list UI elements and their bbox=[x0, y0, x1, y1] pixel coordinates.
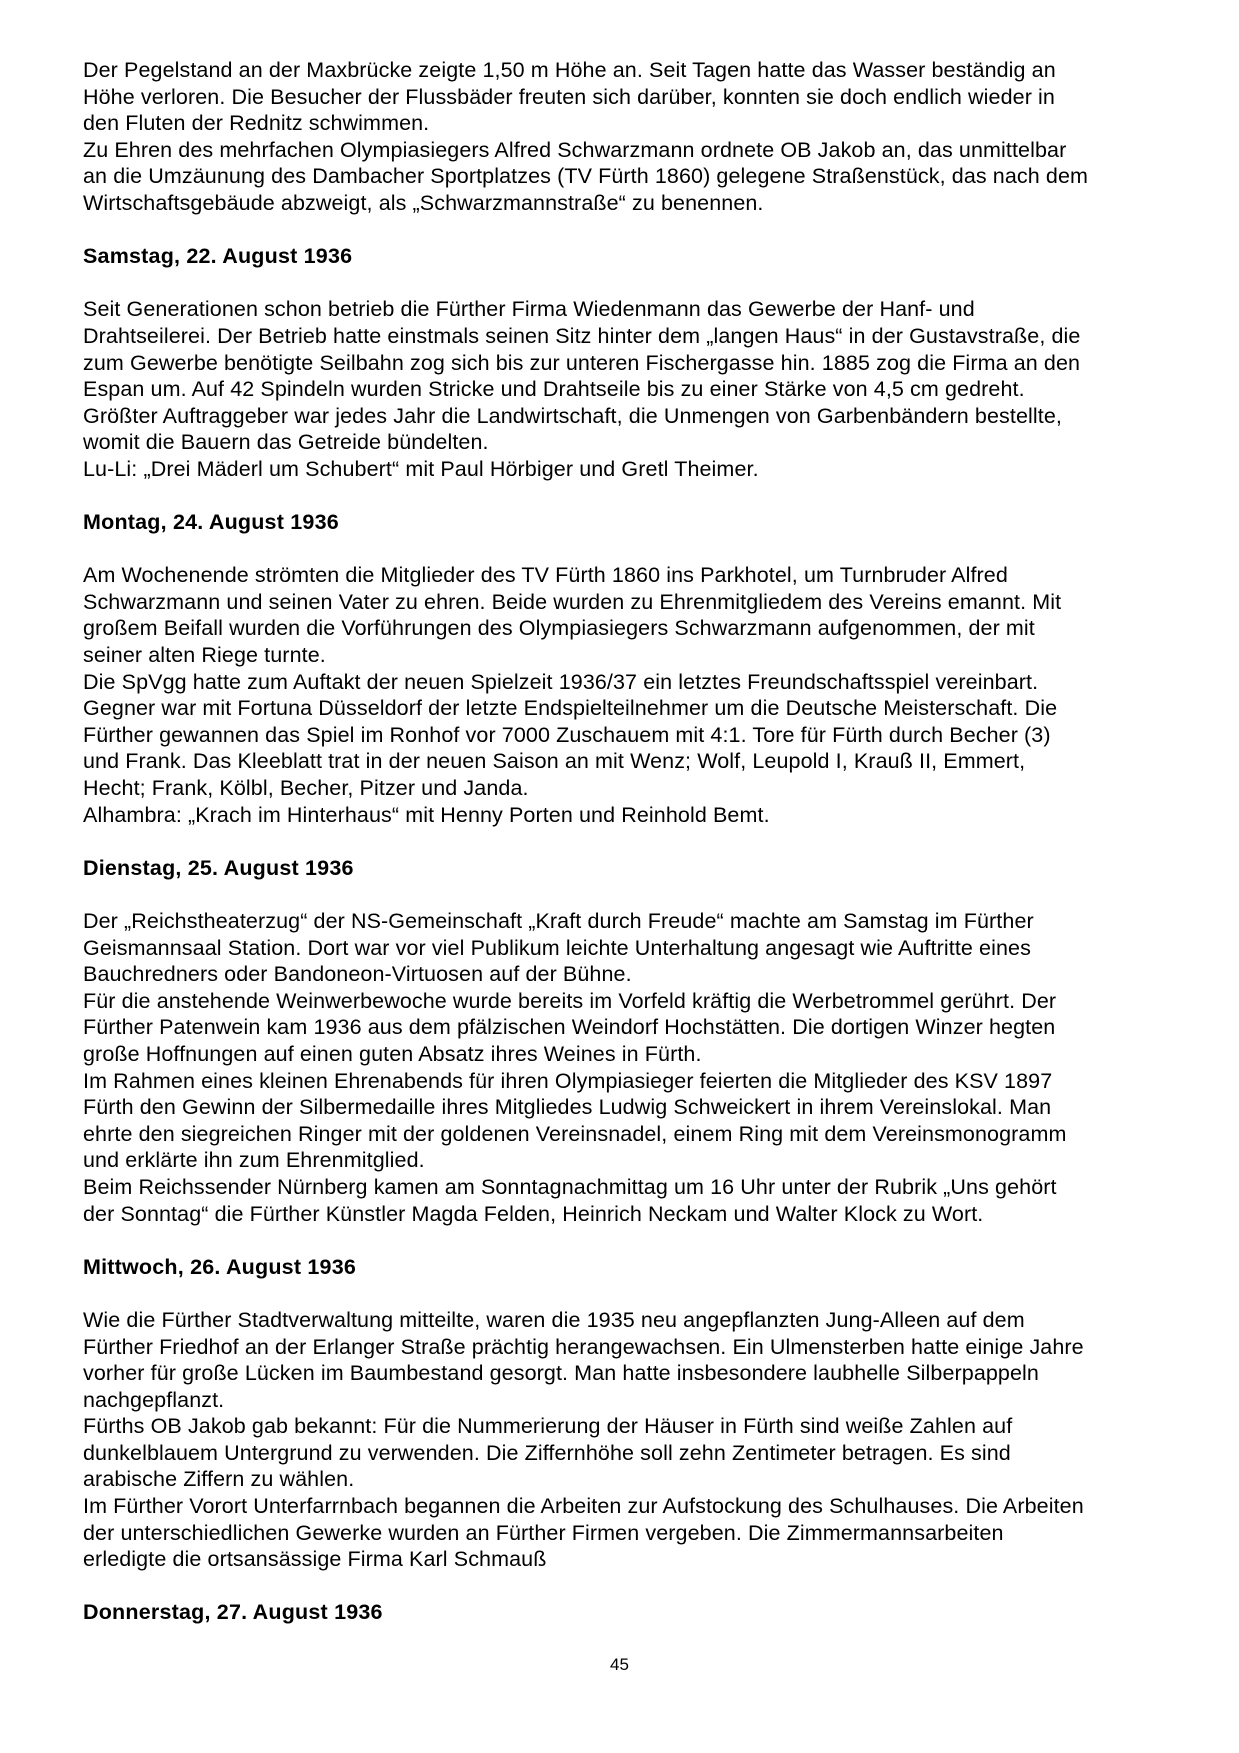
paragraph bbox=[83, 1174, 1173, 1227]
date-heading: Mittwoch, 26. August 1936 bbox=[83, 1254, 357, 1279]
text-line: erledigte die ortsansässige Firma Karl Schmauß bbox=[83, 1547, 547, 1572]
date-heading: Donnerstag, 27. August 1936 bbox=[83, 1600, 383, 1625]
text-line: womit die Bauern das Getreide bündelten. bbox=[83, 430, 489, 455]
text-line: Wirtschaftsgebäude abzweigt, als „Schwarzmannstraße“ zu benennen. bbox=[83, 190, 764, 215]
text-line: Wie die Fürther Stadtverwaltung mitteilte, waren die 1935 neu angepflanzten Jung-Alleen auf dem bbox=[83, 1307, 1025, 1332]
paragraph bbox=[83, 1413, 1173, 1493]
text-line: großem Beifall wurden die Vorführungen des Olympiasiegers Schwarzmann aufgenommen, der mit bbox=[83, 616, 1035, 641]
paragraph bbox=[83, 296, 1173, 456]
text-line: Höhe verloren. Die Besucher der Flussbäder freuten sich darüber, konnten sie doch endlich wieder in bbox=[83, 84, 1055, 109]
text-line: zum Gewerbe benötigte Seilbahn zog sich bis zur unteren Fischergasse hin. 1885 zog die Firma an den bbox=[83, 350, 1081, 375]
text-line: Seit Generationen schon betrieb die Fürther Firma Wiedenmann das Gewerbe der Hanf- und bbox=[83, 297, 975, 322]
text-line: nachgepflanzt. bbox=[83, 1387, 225, 1412]
text-line: Fürther gewannen das Spiel im Ronhof vor 7000 Zuschauem mit 4:1. Tore für Fürth durch Becher (3) bbox=[83, 722, 1051, 747]
text-line: Zu Ehren des mehrfachen Olympiasiegers Alfred Schwarzmann ordnete OB Jakob an, das unmittelbar bbox=[83, 137, 1067, 162]
text-line: Für die anstehende Weinwerbewoche wurde bereits im Vorfeld kräftig die Werbetrommel gerührt. Der bbox=[83, 988, 1057, 1013]
text-line: und erklärte ihn zum Ehrenmitglied. bbox=[83, 1148, 425, 1173]
text-line: Bauchredners oder Bandoneon-Virtuosen auf der Bühne. bbox=[83, 962, 632, 987]
paragraph bbox=[83, 908, 1173, 988]
page-number: 45 bbox=[610, 1655, 629, 1674]
paragraph bbox=[83, 988, 1173, 1068]
text-line: an die Umzäunung des Dambacher Sportplatzes (TV Fürth 1860) gelegene Straßenstück, das nach dem bbox=[83, 164, 1089, 189]
document-content bbox=[83, 57, 1173, 1653]
text-line: dunkelblauem Untergrund zu verwenden. Die Ziffernhöhe soll zehn Zentimeter betragen. Es sind bbox=[83, 1440, 1011, 1465]
paragraph bbox=[83, 137, 1173, 217]
text-line: Größter Auftraggeber war jedes Jahr die Landwirtschaft, die Unmengen von Garbenbändern bestellte, bbox=[83, 403, 1062, 428]
text-line: Alhambra: „Krach im Hinterhaus“ mit Henny Porten und Reinhold Bemt. bbox=[83, 802, 770, 827]
paragraph bbox=[83, 57, 1173, 137]
paragraph bbox=[83, 1068, 1173, 1174]
text-line: Beim Reichssender Nürnberg kamen am Sonntagnachmittag um 16 Uhr unter der Rubrik „Uns gehört bbox=[83, 1174, 1057, 1199]
date-heading: Montag, 24. August 1936 bbox=[83, 510, 339, 535]
paragraph bbox=[83, 1493, 1173, 1573]
paragraph bbox=[83, 1307, 1173, 1413]
text-line: arabische Ziffern zu wählen. bbox=[83, 1467, 355, 1492]
text-line: Am Wochenende strömten die Mitglieder des TV Fürth 1860 ins Parkhotel, um Turnbruder Alfred bbox=[83, 563, 1008, 588]
paragraph bbox=[83, 669, 1173, 802]
text-line: Fürther Friedhof an der Erlanger Straße prächtig herangewachsen. Ein Ulmensterben hatte einige Jahre bbox=[83, 1334, 1084, 1359]
paragraph bbox=[83, 562, 1173, 668]
date-heading: Dienstag, 25. August 1936 bbox=[83, 855, 354, 880]
text-line: Lu-Li: „Drei Mäderl um Schubert“ mit Paul Hörbiger und Gretl Theimer. bbox=[83, 456, 759, 481]
text-line: große Hoffnungen auf einen guten Absatz ihres Weines in Fürth. bbox=[83, 1041, 702, 1066]
text-line: seiner alten Riege turnte. bbox=[83, 643, 326, 668]
text-line: Die SpVgg hatte zum Auftakt der neuen Spielzeit 1936/37 ein letztes Freundschaftsspiel vereinbart. bbox=[83, 669, 1039, 694]
text-line: Im Rahmen eines kleinen Ehrenabends für ihren Olympiasieger feierten die Mitglieder des KSV 1897 bbox=[83, 1068, 1053, 1093]
text-line: Fürth den Gewinn der Silbermedaille ihres Mitgliedes Ludwig Schweickert in ihrem Vereinslokal. Man bbox=[83, 1095, 1052, 1120]
paragraph bbox=[83, 456, 1173, 483]
text-line: der Sonntag“ die Fürther Künstler Magda Felden, Heinrich Neckam und Walter Klock zu Wort. bbox=[83, 1201, 984, 1226]
text-line: der unterschiedlichen Gewerke wurden an Fürther Firmen vergeben. Die Zimmermannsarbeiten bbox=[83, 1520, 1004, 1545]
text-line: ehrte den siegreichen Ringer mit der goldenen Vereinsnadel, einem Ring mit dem Vereinsmonogramm bbox=[83, 1121, 1067, 1146]
text-line: Hecht; Frank, Kölbl, Becher, Pitzer und Janda. bbox=[83, 776, 529, 801]
date-heading: Samstag, 22. August 1936 bbox=[83, 244, 353, 269]
text-line: den Fluten der Rednitz schwimmen. bbox=[83, 111, 430, 136]
text-line: Fürths OB Jakob gab bekannt: Für die Nummerierung der Häuser in Fürth sind weiße Zahlen auf bbox=[83, 1414, 1013, 1439]
text-line: Gegner war mit Fortuna Düsseldorf der letzte Endspielteilnehmer um die Deutsche Meisterschaft. Die bbox=[83, 696, 1058, 721]
text-line: Im Fürther Vorort Unterfarrnbach begannen die Arbeiten zur Aufstockung des Schulhauses. Die Arbeiten bbox=[83, 1494, 1084, 1519]
text-line: Espan um. Auf 42 Spindeln wurden Stricke und Drahtseile bis zu einer Stärke von 4,5 cm gedreht. bbox=[83, 377, 1025, 402]
text-line: Der Pegelstand an der Maxbrücke zeigte 1,50 m Höhe an. Seit Tagen hatte das Wasser beständig an bbox=[83, 58, 1056, 82]
text-line: und Frank. Das Kleeblatt trat in der neuen Saison an mit Wenz; Wolf, Leupold I, Krauß II, Emmert, bbox=[83, 749, 1026, 774]
text-line: Drahtseilerei. Der Betrieb hatte einstmals seinen Sitz hinter dem „langen Haus“ in der Gustavstraße, die bbox=[83, 323, 1081, 348]
text-line: vorher für große Lücken im Baumbestand gesorgt. Man hatte insbesondere laubhelle Silberpappeln bbox=[83, 1361, 1039, 1386]
text-line: Fürther Patenwein kam 1936 aus dem pfälzischen Weindorf Hochstätten. Die dortigen Winzer hegten bbox=[83, 1015, 1056, 1040]
paragraph bbox=[83, 802, 1173, 829]
text-line: Geismannsaal Station. Dort war vor viel Publikum leichte Unterhaltung angesagt wie Auftritte eines bbox=[83, 935, 1031, 960]
text-line: Der „Reichstheaterzug“ der NS-Gemeinschaft „Kraft durch Freude“ machte am Samstag im Fürther bbox=[83, 909, 1034, 933]
text-line: Schwarzmann und seinen Vater zu ehren. Beide wurden zu Ehrenmitgliedem des Vereins emannt. Mit bbox=[83, 589, 1062, 614]
